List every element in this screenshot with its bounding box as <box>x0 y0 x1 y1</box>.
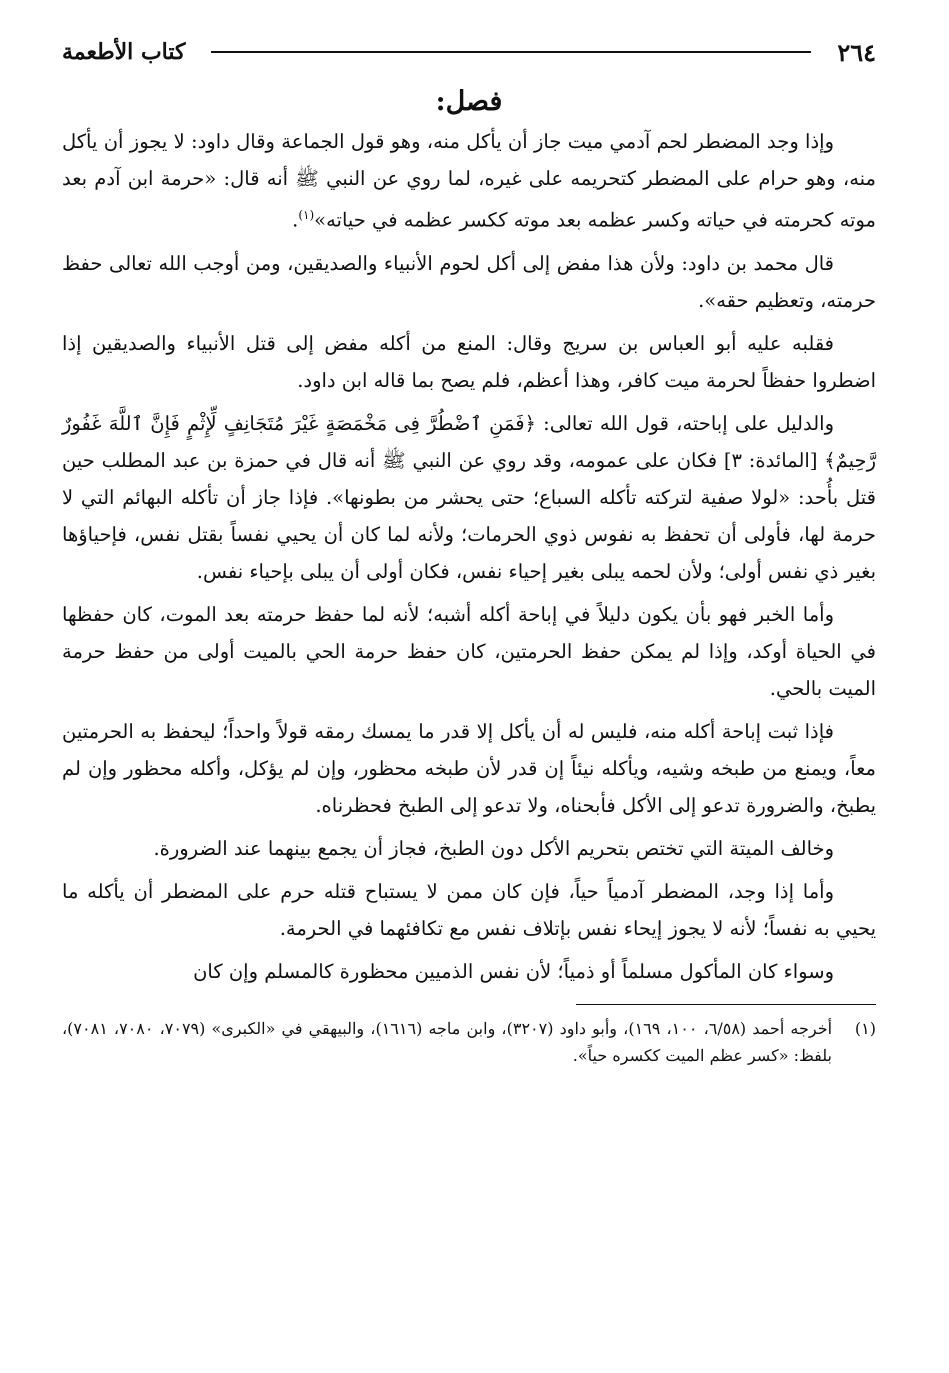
paragraph-1: وإذا وجد المضطر لحم آدمي ميت جاز أن يأكل منه، وهو قول الجماعة وقال داود: لا يجوز أن يأكل منه، وهو حرام على المضطر كتحريمه على غيره، لما روي عن النبي ﷺ أنه قال: «حرمة ابن آدم بعد موته كحرمته في حياته وكسر عظمه بعد موته ككسر عظمه في حياته»$^{(١)}$. <box>62 130 876 232</box>
book-page <box>62 30 876 1069</box>
page-number: ٢٦٤ <box>837 37 876 67</box>
running-header <box>62 30 876 74</box>
header-rule <box>211 51 811 53</box>
footnote-separator <box>576 1004 876 1005</box>
footnote <box>62 1015 876 1069</box>
paragraph-7: وخالف الميتة التي تختص بتحريم الأكل دون الطبخ، فجاز أن يجمع بينهما عند الضرورة. <box>153 836 834 860</box>
book-title: كتاب الأطعمة <box>62 39 186 65</box>
paragraph-5: وأما الخبر فهو بأن يكون دليلاً في إباحة أكله أشبه؛ لأنه لما حفظ حرمته بعد الموت، كان حفظها في الحياة أوكد، وإذا لم يمكن حفظ الحرمتين، كان حفظ حرمة الحي بالميت أولى من حفظ حرمة الميت بالحي. <box>62 602 876 700</box>
paragraph-6: فإذا ثبت إباحة أكله منه، فليس له أن يأكل إلا قدر ما يمسك رمقه قولاً واحداً؛ ليحفظ به الحرمتين معاً، ويمنع من طبخه وشيه، ويأكله نيئاً إن قدر لأن طبخه محظور، وإن لم يؤكل، وأكله محظور وإن لم يطبخ، والضرورة تدعو إلى الأكل فأبحناه، ولا تدعو إلى الطبخ فحظرناه. <box>62 719 876 817</box>
paragraph-2: قال محمد بن داود: ولأن هذا مفض إلى أكل لحوم الأنبياء والصديقين، ومن أوجب الله تعالى حفظ حرمته، وتعظيم حقه». <box>62 251 876 312</box>
paragraph-1-text: وإذا وجد المضطر لحم آدمي ميت جاز أن يأكل منه، وهو قول الجماعة وقال داود: لا يجوز أن يأكل منه، وهو حرام على المضطر كتحريمه على غيره، لما روي عن النبي ﷺ أنه قال: «حرمة ابن آدم بعد موته كحرمته في حياته وكسر عظمه بعد موته ككسر عظمه في حياته» <box>62 130 876 232</box>
section-heading: فصل: <box>435 86 503 117</box>
body-text <box>62 123 876 990</box>
paragraph-4: والدليل على إباحته، قول الله تعالى: ﴿فَمَنِ ٱضْطُرَّ فِى مَخْمَصَةٍ غَيْرَ مُتَجَانِفٍ لِّإِثْمٍ فَإِنَّ ٱللَّهَ غَفُورٌ رَّحِيمٌ﴾ [المائدة: ٣] فكان على عمومه، وقد روي عن النبي ﷺ أنه قال في حمزة بن عبد المطلب حين قتل بأُحد: «لولا صفية لتركته تأكله السباع؛ حتى يحشر من بطونها». فإذا جاز أن تأكله البهائم التي لا حرمة لها، فأولى أن تحفظ به نفوس ذوي الحرمات؛ ولأنه لما كان أن يحيي نفساً بقتل نفس، فإحياؤها بغير ذي نفس أولى؛ ولأن لحمه يبلى بغير إحياء نفس، فكان أولى أن يبلى بإحياء نفس. <box>62 411 876 583</box>
footnote-reference[interactable]: (١) <box>298 208 315 222</box>
footnote-text: أخرجه أحمد (٦/٥٨، ١٠٠، ١٦٩)، وأبو داود (٣٢٠٧)، وابن ماجه (١٦١٦)، والبيهقي في «الكبرى» (٧٠٧٩، ٧٠٨٠، ٧٠٨١)، بلفظ: «كسر عظم الميت ككسره حياً». <box>62 1018 833 1065</box>
footnote-number: (١) <box>854 1018 876 1038</box>
paragraph-8: وأما إذا وجد، المضطر آدمياً حياً، فإن كان ممن لا يستباح قتله حرم على المضطر أن يأكله ما يحيي به نفساً؛ لأنه لا يجوز إيحاء نفس بإتلاف نفس مع تكافئهما في الحرمة. <box>62 879 876 940</box>
paragraph-3: فقلبه عليه أبو العباس بن سريج وقال: المنع من أكله مفض إلى قتل الأنبياء والصديقين إذا اضطروا حفظاً لحرمة ميت كافر، وهذا أعظم، فلم يصح بما قاله ابن داود. <box>62 331 876 392</box>
paragraph-9: وسواء كان المأكول مسلماً أو ذمياً؛ لأن نفس الذميين محظورة كالمسلم وإن كان <box>193 959 834 983</box>
